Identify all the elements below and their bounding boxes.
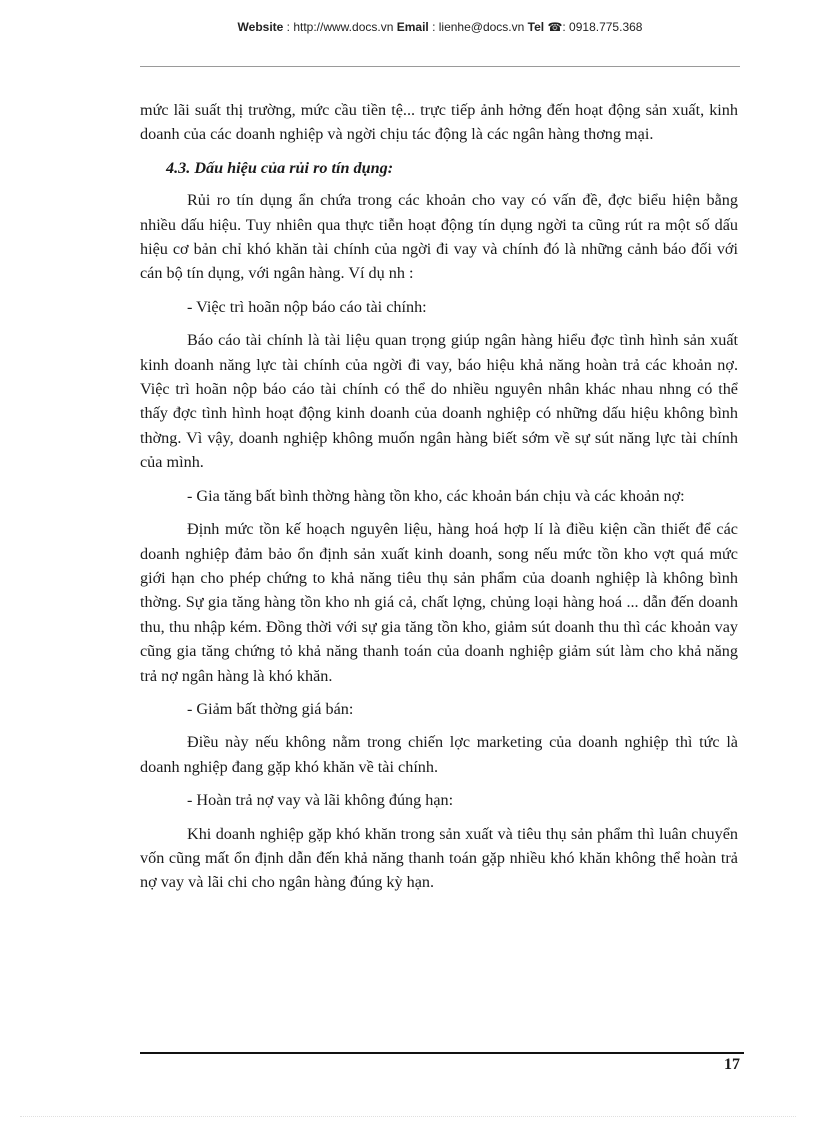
paragraph-4: Điều này nếu không nằm trong chiến lợc marketing của doanh nghiệp thì tức là doanh nghiệp đang gặp khó khăn về tài chính. xyxy=(140,733,738,776)
tel-number: : 0918.775.368 xyxy=(562,20,643,34)
email-address[interactable]: : lienhe@docs.vn xyxy=(428,20,528,34)
paragraph-2: Báo cáo tài chính là tài liệu quan trọng giúp ngân hàng hiểu đợc tình hình sản xuất kinh doanh năng lực tài chính của ngời đi vay, báo hiệu khả năng hoàn trả các khoản nợ. Việc trì hoãn nộp báo cáo tài chính có thể do nhiều nguyên nhân khác nhau nhng có thể thấy đợc tình hình hoạt động kinh doanh của doanh nghiệp có những dấu hiệu không bình thờng. Vì vậy, doanh nghiệp không muốn ngân hàng biết sớm về sự sút năng lực tài chính của mình. xyxy=(140,331,738,472)
paragraph-5: Khi doanh nghiệp gặp khó khăn trong sản xuất và tiêu thụ sản phẩm thì luân chuyển vốn cũng mất ổn định dẫn đến khả năng thanh toán gặp nhiều khó khăn không thể hoàn trả nợ vay và lãi chi cho ngân hàng đúng kỳ hạn. xyxy=(140,824,738,892)
paragraph-intro: mức lãi suất thị trường, mức cầu tiền tệ... trực tiếp ảnh hởng đến hoạt động sản xuất, kinh doanh của các doanh nghiệp và ngời chịu tác động là các ngân hàng thơng mại. xyxy=(140,101,738,144)
document-body xyxy=(140,98,738,904)
email-label: Email xyxy=(396,20,429,34)
bullet-2: - Gia tăng bất bình thờng hàng tồn kho, các khoản bán chịu và các khoản nợ: xyxy=(187,486,685,505)
bullet-3: - Giảm bất thờng giá bán: xyxy=(187,699,354,718)
footer-divider xyxy=(140,1052,744,1054)
bottom-dotted-line xyxy=(20,1116,796,1117)
bullet-4: - Hoàn trả nợ vay và lãi không đúng hạn: xyxy=(187,791,454,810)
bullet-1: - Việc trì hoãn nộp báo cáo tài chính: xyxy=(187,297,427,316)
section-heading: 4.3. Dấu hiệu của rủi ro tín dụng: xyxy=(166,158,394,177)
page-header xyxy=(140,20,740,34)
tel-label: Tel xyxy=(527,20,545,34)
website-label: Website xyxy=(237,20,284,34)
website-url[interactable]: : http://www.docs.vn xyxy=(283,20,397,34)
paragraph-1: Rủi ro tín dụng ẩn chứa trong các khoản cho vay có vấn đề, đợc biểu hiện bằng nhiều dấu hiệu. Tuy nhiên qua thực tiễn hoạt động tín dụng ngời ta cũng rút ra một số dấu hiệu cơ bản chỉ khó khăn tài chính của ngời đi vay và chính đó là những cảnh báo đối với cán bộ tín dụng, với ngân hàng. Ví dụ nh : xyxy=(140,191,738,283)
phone-icon: ☎ xyxy=(547,20,563,34)
header-divider xyxy=(140,66,740,67)
page-number: 17 xyxy=(724,1056,740,1073)
paragraph-3: Định mức tồn kế hoạch nguyên liệu, hàng hoá hợp lí là điều kiện cần thiết để các doanh nghiệp đảm bảo ổn định sản xuất kinh doanh, song nếu mức tồn kho vợt quá mức giới hạn cho phép chứng to khả năng tiêu thụ sản phẩm của doanh nghiệp là không bình thờng. Sự gia tăng hàng tồn kho nh giá cả, chất lợng, chủng loại hàng hoá ... dẫn đến doanh thu, thu nhập kém. Đồng thời với sự gia tăng tồn kho, giảm sút doanh thu thì các khoản vay cũng gia tăng chứng tỏ khả năng thanh toán của doanh nghiệp giảm sút làm cho khả năng trả nợ ngân hàng là khó khăn. xyxy=(140,520,738,685)
